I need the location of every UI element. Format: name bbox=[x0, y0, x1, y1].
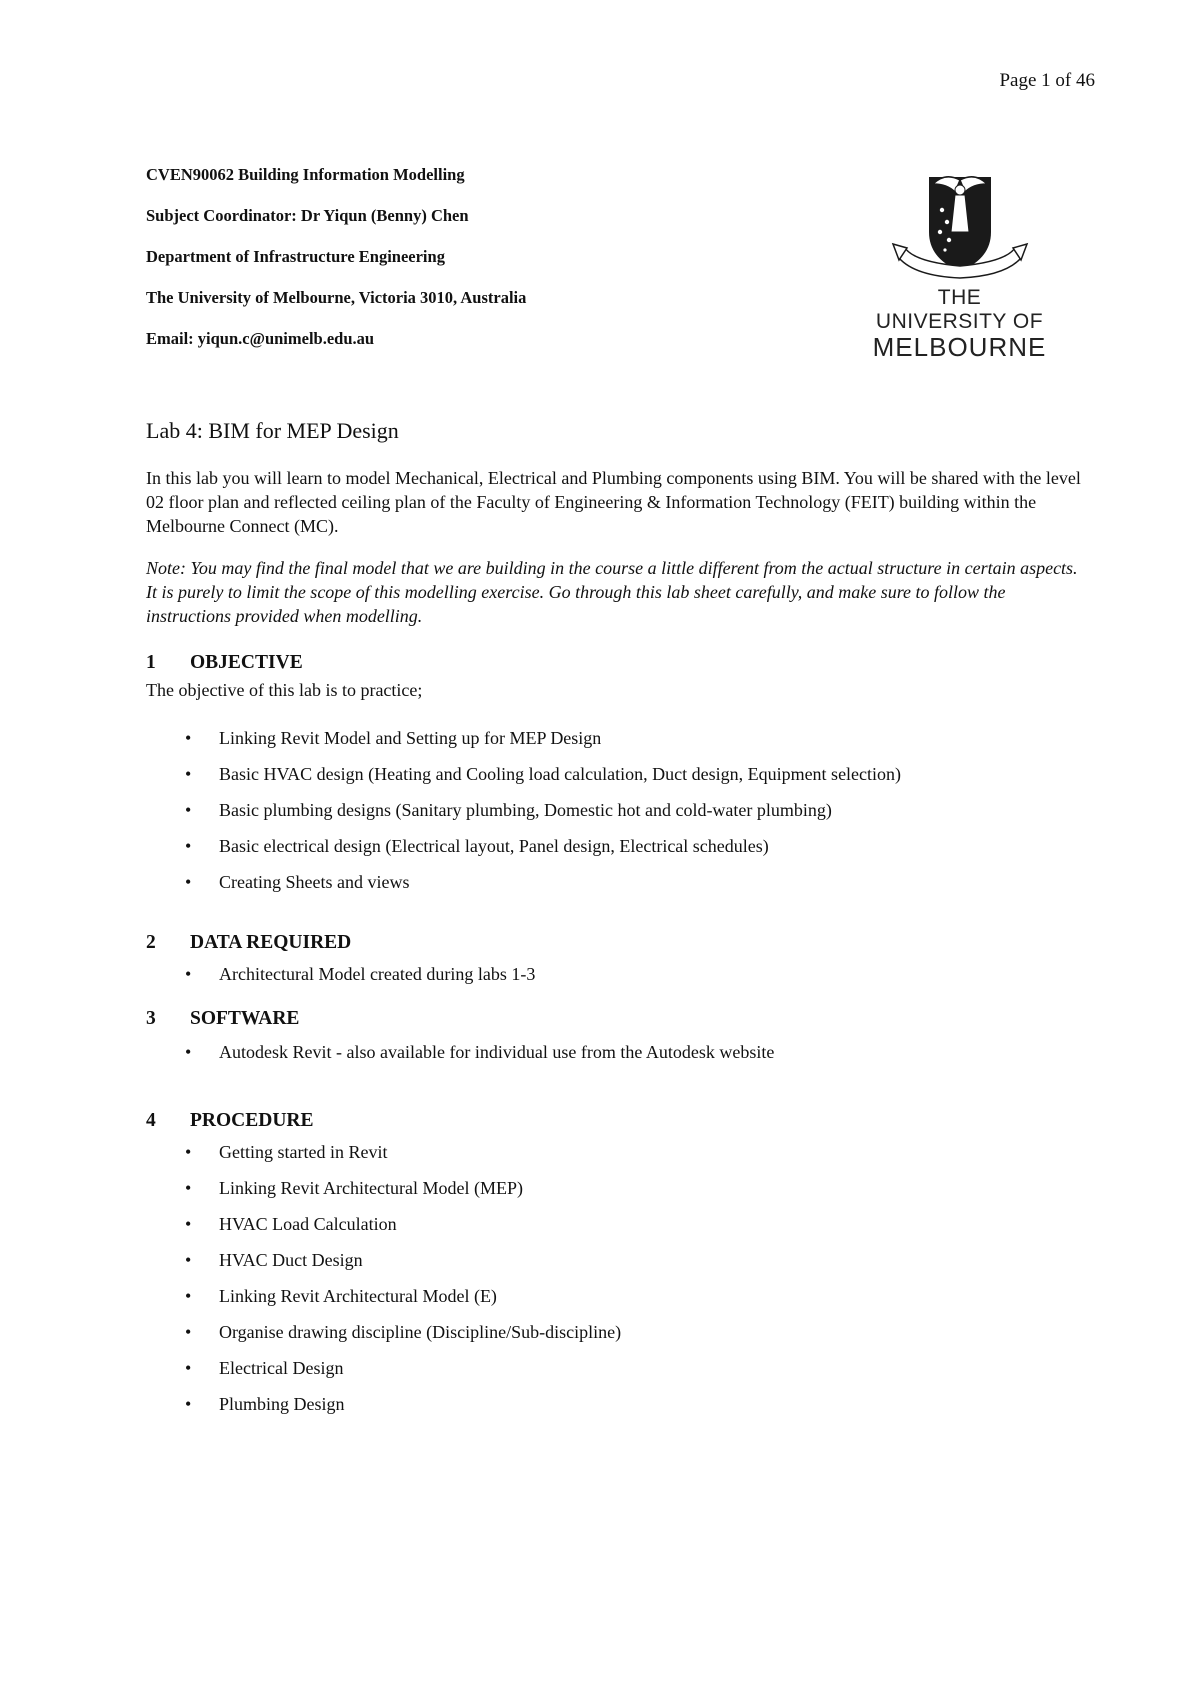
logo-text-line-2: MELBOURNE bbox=[872, 332, 1047, 362]
procedure-list bbox=[185, 1140, 621, 1428]
section-heading-software bbox=[146, 1008, 299, 1030]
section-title: OBJECTIVE bbox=[190, 652, 303, 673]
list-item: • Linking Revit Architectural Model (E) bbox=[185, 1284, 621, 1308]
section-number: 4 bbox=[146, 1110, 156, 1131]
department-line: Department of Infrastructure Engineering bbox=[146, 247, 445, 266]
list-item: • Autodesk Revit - also available for individual use from the Autodesk website bbox=[185, 1040, 774, 1064]
section-title: PROCEDURE bbox=[190, 1110, 314, 1131]
list-item: • Linking Revit Architectural Model (MEP) bbox=[185, 1176, 621, 1200]
email-line: Email: yiqun.c@unimelb.edu.au bbox=[146, 329, 375, 348]
section-number: 3 bbox=[146, 1008, 156, 1029]
intro-paragraph: In this lab you will learn to model Mechanical, Electrical and Plumbing components using BIM. You will be shared with the level 02 floor plan and reflected ceiling plan of the Faculty of Engineering & Information Technology (FEIT) building within the Melbourne Connect (MC). bbox=[146, 468, 1081, 536]
list-item: • HVAC Duct Design bbox=[185, 1248, 621, 1272]
list-item: • Organise drawing discipline (Discipline/Sub-discipline) bbox=[185, 1320, 621, 1344]
objective-lead-text: The objective of this lab is to practice; bbox=[146, 680, 423, 700]
section-title: DATA REQUIRED bbox=[190, 932, 352, 953]
list-item: • Basic HVAC design (Heating and Cooling load calculation, Duct design, Equipment selection) bbox=[185, 762, 901, 786]
logo-text-line-1: THE UNIVERSITY OF bbox=[875, 286, 1044, 333]
university-logo bbox=[872, 170, 1047, 362]
address-line: The University of Melbourne, Victoria 3010, Australia bbox=[146, 288, 527, 307]
note-paragraph: Note: You may find the final model that we are building in the course a little different from the actual structure in certain aspects. It is purely to limit the scope of this modelling exercise. Go through this lab sheet carefully, and make sure to follow the instructions provided when modelling. bbox=[146, 558, 1078, 626]
page-number: Page 1 of 46 bbox=[999, 70, 1095, 91]
coordinator-line: Subject Coordinator: Dr Yiqun (Benny) Chen bbox=[146, 206, 469, 225]
list-item: • Linking Revit Model and Setting up for MEP Design bbox=[185, 726, 901, 750]
subject-code-line: CVEN90062 Building Information Modelling bbox=[146, 165, 465, 184]
list-item: • Basic electrical design (Electrical layout, Panel design, Electrical schedules) bbox=[185, 834, 901, 858]
section-number: 2 bbox=[146, 932, 156, 953]
list-item: • Getting started in Revit bbox=[185, 1140, 621, 1164]
section-heading-data-required bbox=[146, 932, 351, 954]
university-crest-icon bbox=[885, 170, 1035, 282]
subject-header bbox=[146, 165, 526, 370]
list-item: • Electrical Design bbox=[185, 1356, 621, 1380]
software-list bbox=[185, 1040, 774, 1064]
list-item: • Creating Sheets and views bbox=[185, 870, 901, 894]
list-item: • HVAC Load Calculation bbox=[185, 1212, 621, 1236]
section-heading-objective bbox=[146, 652, 303, 674]
list-item: • Basic plumbing designs (Sanitary plumbing, Domestic hot and cold-water plumbing) bbox=[185, 798, 901, 822]
section-heading-procedure bbox=[146, 1110, 314, 1132]
section-title: SOFTWARE bbox=[190, 1008, 300, 1029]
data-required-list bbox=[185, 962, 535, 986]
lab-title: Lab 4: BIM for MEP Design bbox=[146, 418, 399, 443]
list-item: • Architectural Model created during labs 1-3 bbox=[185, 962, 535, 986]
list-item: • Plumbing Design bbox=[185, 1392, 621, 1416]
section-number: 1 bbox=[146, 652, 156, 673]
objective-list bbox=[185, 726, 901, 906]
